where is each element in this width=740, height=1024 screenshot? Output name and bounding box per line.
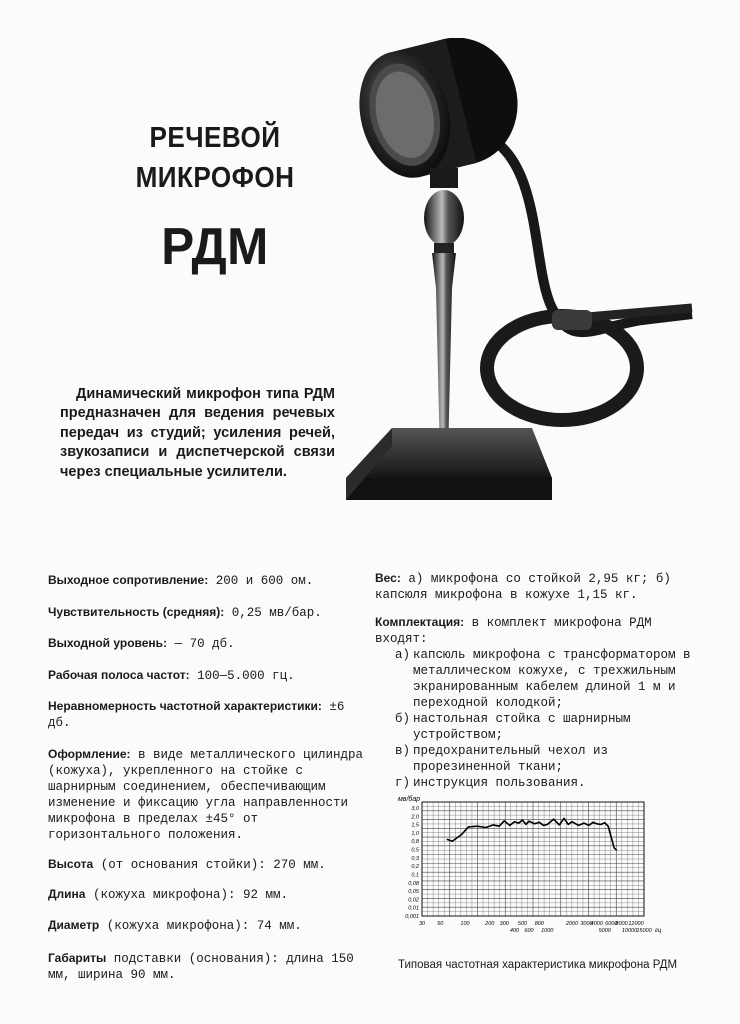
y-tick-label: 0,01 — [408, 905, 419, 912]
spec-dimensions — [48, 950, 366, 983]
x-tick-label: 6000 — [605, 921, 618, 927]
spec-frequency-range — [48, 667, 348, 684]
spec-height — [48, 856, 348, 873]
spec-value: (от основания стойки): 270 мм. — [100, 858, 326, 872]
spec-label: Диаметр — [48, 918, 100, 932]
spec-label: Выходной уровень: — [48, 636, 168, 650]
spec-weight — [375, 570, 705, 603]
intro-paragraph: Динамический микрофон типа РДМ предназначен для ведения речевых передач из студий; усиления речей, звукозаписи и диспетчерской связи через специальные усилители. — [60, 385, 335, 480]
spec-value: (кожуха микрофона): 92 мм. — [93, 888, 289, 902]
x-tick-label: 10000 — [621, 928, 638, 934]
kit-section — [375, 614, 705, 791]
spec-value: 100—5.000 гц. — [197, 669, 295, 683]
x-tick-label: 50 — [437, 921, 444, 927]
x-tick-label: 3000 — [580, 921, 593, 927]
y-tick-label: 0,02 — [408, 897, 419, 904]
x-tick-label: 12000 — [628, 921, 644, 927]
spec-value: подставки (основания): длина 150 мм, ширина 90 мм. — [48, 952, 354, 982]
y-tick-label: 2,0 — [411, 814, 419, 821]
title-line-1: РЕЧЕВОЙ — [149, 122, 281, 154]
y-tick-label: 0,001 — [405, 914, 419, 920]
title-model: РДМ — [161, 218, 269, 276]
spec-sensitivity — [48, 604, 348, 621]
microphone-photo — [342, 38, 704, 508]
x-tick-label: 1000 — [541, 928, 554, 934]
spec-label: Высота — [48, 857, 94, 871]
list-text: капсюль микрофона с трансформатором в металлическом кожухе, с трехжильным экранированным кабелем длиной 1 м и переходной колодкой; — [413, 648, 691, 710]
spec-diameter — [48, 917, 348, 934]
spec-value: в виде металлического цилиндра (кожуха), укрепленного на стойке с шарнирным соединением, обеспечивающим изменение и фиксацию угла направленности микрофона в пределах ±45° от горизонтального положения. — [48, 748, 364, 842]
y-tick-label: 0,08 — [408, 880, 419, 887]
spec-design — [48, 746, 366, 843]
spec-nonuniformity — [48, 698, 348, 731]
spec-value: ±6 дб. — [48, 700, 345, 730]
x-tick-label: 15000 — [636, 928, 652, 934]
x-tick-label: 8000 — [615, 921, 628, 927]
spec-label: Чувствительность (средняя): — [48, 605, 225, 619]
spec-value: — 70 дб. — [174, 637, 235, 651]
y-tick-label: 0,2 — [411, 864, 419, 871]
x-tick-label: 600 — [524, 928, 534, 934]
y-tick-label: 0,1 — [411, 872, 419, 879]
list-item — [375, 711, 705, 743]
y-tick-label: 0,3 — [411, 855, 419, 862]
y-axis-label: мв/бар — [398, 796, 421, 803]
y-tick-label: 1,0 — [411, 830, 419, 837]
kit-label: Комплектация: — [375, 615, 465, 629]
spec-length — [48, 886, 348, 903]
x-tick-label: 400 — [509, 928, 520, 934]
list-marker: б) — [395, 712, 411, 726]
spec-label: Оформление: — [48, 747, 131, 761]
spec-label: Габариты — [48, 951, 107, 965]
y-tick-label: 0,8 — [411, 839, 419, 846]
x-tick-label: 200 — [485, 921, 495, 927]
list-text: предохранительный чехол из прорезиненной ткани; — [413, 744, 609, 774]
x-tick-label: 300 — [499, 921, 509, 927]
title-line-2: МИКРОФОН — [135, 162, 295, 194]
y-tick-label: 1,5 — [411, 822, 419, 829]
frequency-response-chart — [394, 794, 684, 944]
y-tick-label: 3,0 — [411, 806, 419, 812]
x-tick-label: 2000 — [565, 921, 579, 927]
x-tick-label: 100 — [460, 921, 470, 927]
x-axis-label: гц — [654, 928, 662, 934]
weight-value: а) микрофона со стойкой 2,95 кг; б) капсюля микрофона в кожухе 1,15 кг. — [375, 572, 671, 602]
spec-output-level — [48, 635, 348, 652]
x-tick-label: 800 — [534, 921, 544, 927]
x-tick-label: 30 — [418, 921, 426, 927]
spec-value: (кожуха микрофона): 74 мм. — [106, 919, 302, 933]
page-title — [100, 118, 330, 282]
chart-caption: Типовая частотная характеристика микрофона РДМ — [397, 959, 678, 971]
spec-label: Длина — [48, 887, 86, 901]
list-marker: г) — [395, 776, 411, 790]
list-item — [375, 647, 705, 711]
list-text: настольная стойка с шарнирным устройством; — [413, 712, 631, 742]
x-tick-label: 500 — [517, 921, 528, 927]
list-text: инструкция пользования. — [413, 776, 586, 790]
x-tick-label: 5000 — [598, 928, 611, 934]
y-tick-label: 0,5 — [411, 847, 419, 854]
y-tick-label: 0,05 — [408, 889, 419, 896]
spec-value: 0,25 мв/бар. — [231, 606, 322, 620]
spec-label: Рабочая полоса частот: — [48, 668, 190, 682]
spec-impedance — [48, 572, 348, 589]
kit-intro: в комплект микрофона РДМ входят: — [375, 616, 652, 646]
weight-label: Вес: — [375, 571, 401, 585]
list-marker: в) — [395, 744, 411, 758]
spec-label: Выходное сопротивление: — [48, 573, 209, 587]
spec-label: Неравномерность частотной характеристики: — [48, 699, 322, 713]
list-item — [375, 743, 705, 775]
list-marker: а) — [395, 648, 411, 662]
x-tick-label: 4000 — [590, 921, 603, 927]
list-item — [375, 775, 705, 791]
spec-value: 200 и 600 ом. — [215, 574, 314, 588]
